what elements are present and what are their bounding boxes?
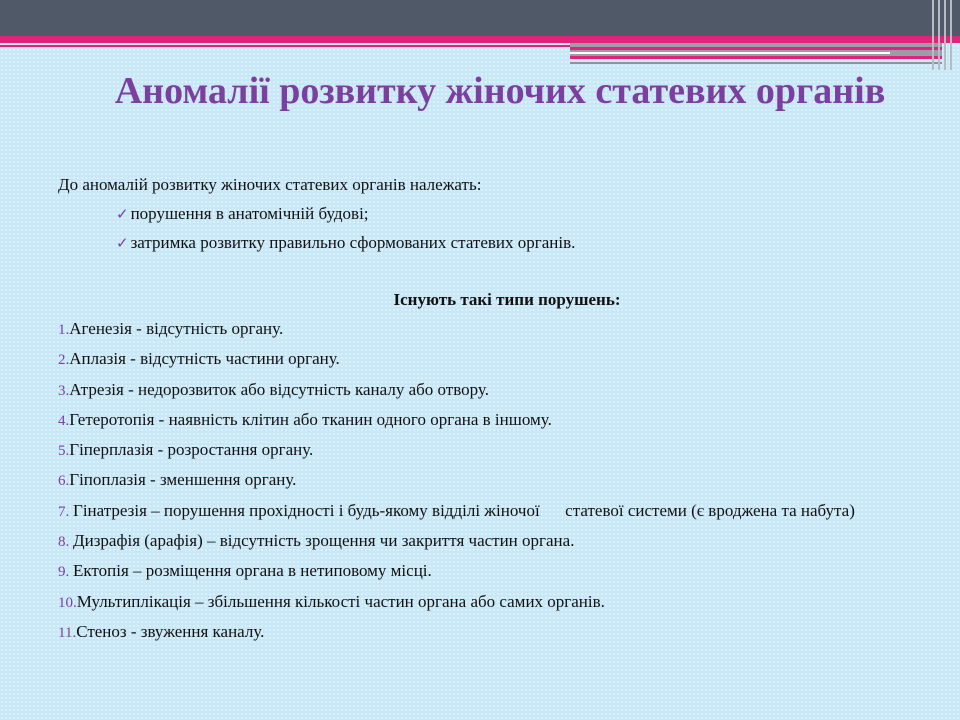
list-item (58, 348, 938, 371)
item-text: Стеноз - звуження каналу. (76, 621, 265, 641)
decor-vertical-stripes (928, 0, 960, 70)
item-number: 6. (58, 473, 70, 490)
item-number: 3. (58, 382, 70, 399)
item-text: Агенезія - відсутність органу. (69, 319, 284, 338)
item-number: 9. (58, 564, 73, 581)
intro-text: До аномалій розвитку жіночих статевих органів належать: (58, 175, 482, 194)
item-number: 7. (58, 503, 73, 520)
item-text: Атрезія - недорозвиток або відсутність каналу або отвору. (69, 379, 489, 399)
check-text: порушення в анатомічній будові; (130, 204, 369, 223)
item-number: 5. (58, 443, 70, 460)
item-number: 2. (58, 352, 70, 369)
item-number: 8. (58, 534, 73, 551)
top-bar (0, 0, 960, 36)
item-text: Гінатрезія – порушення прохідності і будь-якому відділі жіночої статевої системи (є вроджена та набута) (73, 500, 855, 520)
decor-pink-line-2 (570, 56, 942, 59)
checkmark-icon: ✓ (116, 236, 129, 252)
list-item (58, 318, 938, 341)
pink-stripe (0, 36, 960, 43)
check-item (116, 203, 369, 226)
item-text: Аплазія - відсутність частини органу. (69, 349, 340, 369)
item-text: Дизрафія (арафія) – відсутність зрощення чи закриття частин органа. (73, 531, 575, 551)
item-text: Гіпоплазія - зменшення органу. (69, 470, 297, 490)
list-item (58, 439, 938, 462)
slide-title: Аномалії розвитку жіночих статевих органів (114, 70, 886, 112)
item-text: Гіперплазія - розростання органу. (69, 440, 314, 460)
item-number: 10. (58, 594, 77, 611)
item-text: Ектопія – розміщення органа в нетиповому місці. (73, 561, 432, 581)
item-text: Мультиплікація – збільшення кількості частин органа або самих органів. (76, 591, 605, 611)
checkmark-icon: ✓ (116, 207, 129, 223)
item-text: Гетеротопія - наявність клітин або тканин одного органа в іншому. (69, 409, 552, 429)
decor-white-line (570, 52, 890, 54)
decor-pink-line-1 (570, 47, 942, 50)
check-item (116, 232, 575, 255)
list-item (58, 469, 938, 492)
item-number: 1. (58, 322, 70, 338)
decor-gray-line (570, 62, 942, 64)
anomaly-list (58, 318, 938, 651)
subheading: Існують такі типи порушень: (393, 290, 621, 309)
check-text: затримка розвитку правильно сформованих статевих органів. (130, 233, 576, 252)
pink-thin-stripe (0, 45, 570, 47)
list-item (58, 500, 938, 523)
list-item (58, 621, 938, 644)
list-item (58, 560, 938, 583)
list-item (58, 409, 938, 432)
list-item (58, 530, 938, 553)
item-number: 4. (58, 412, 70, 429)
item-number: 11. (58, 624, 77, 641)
list-item (58, 379, 938, 402)
list-item (58, 591, 938, 614)
